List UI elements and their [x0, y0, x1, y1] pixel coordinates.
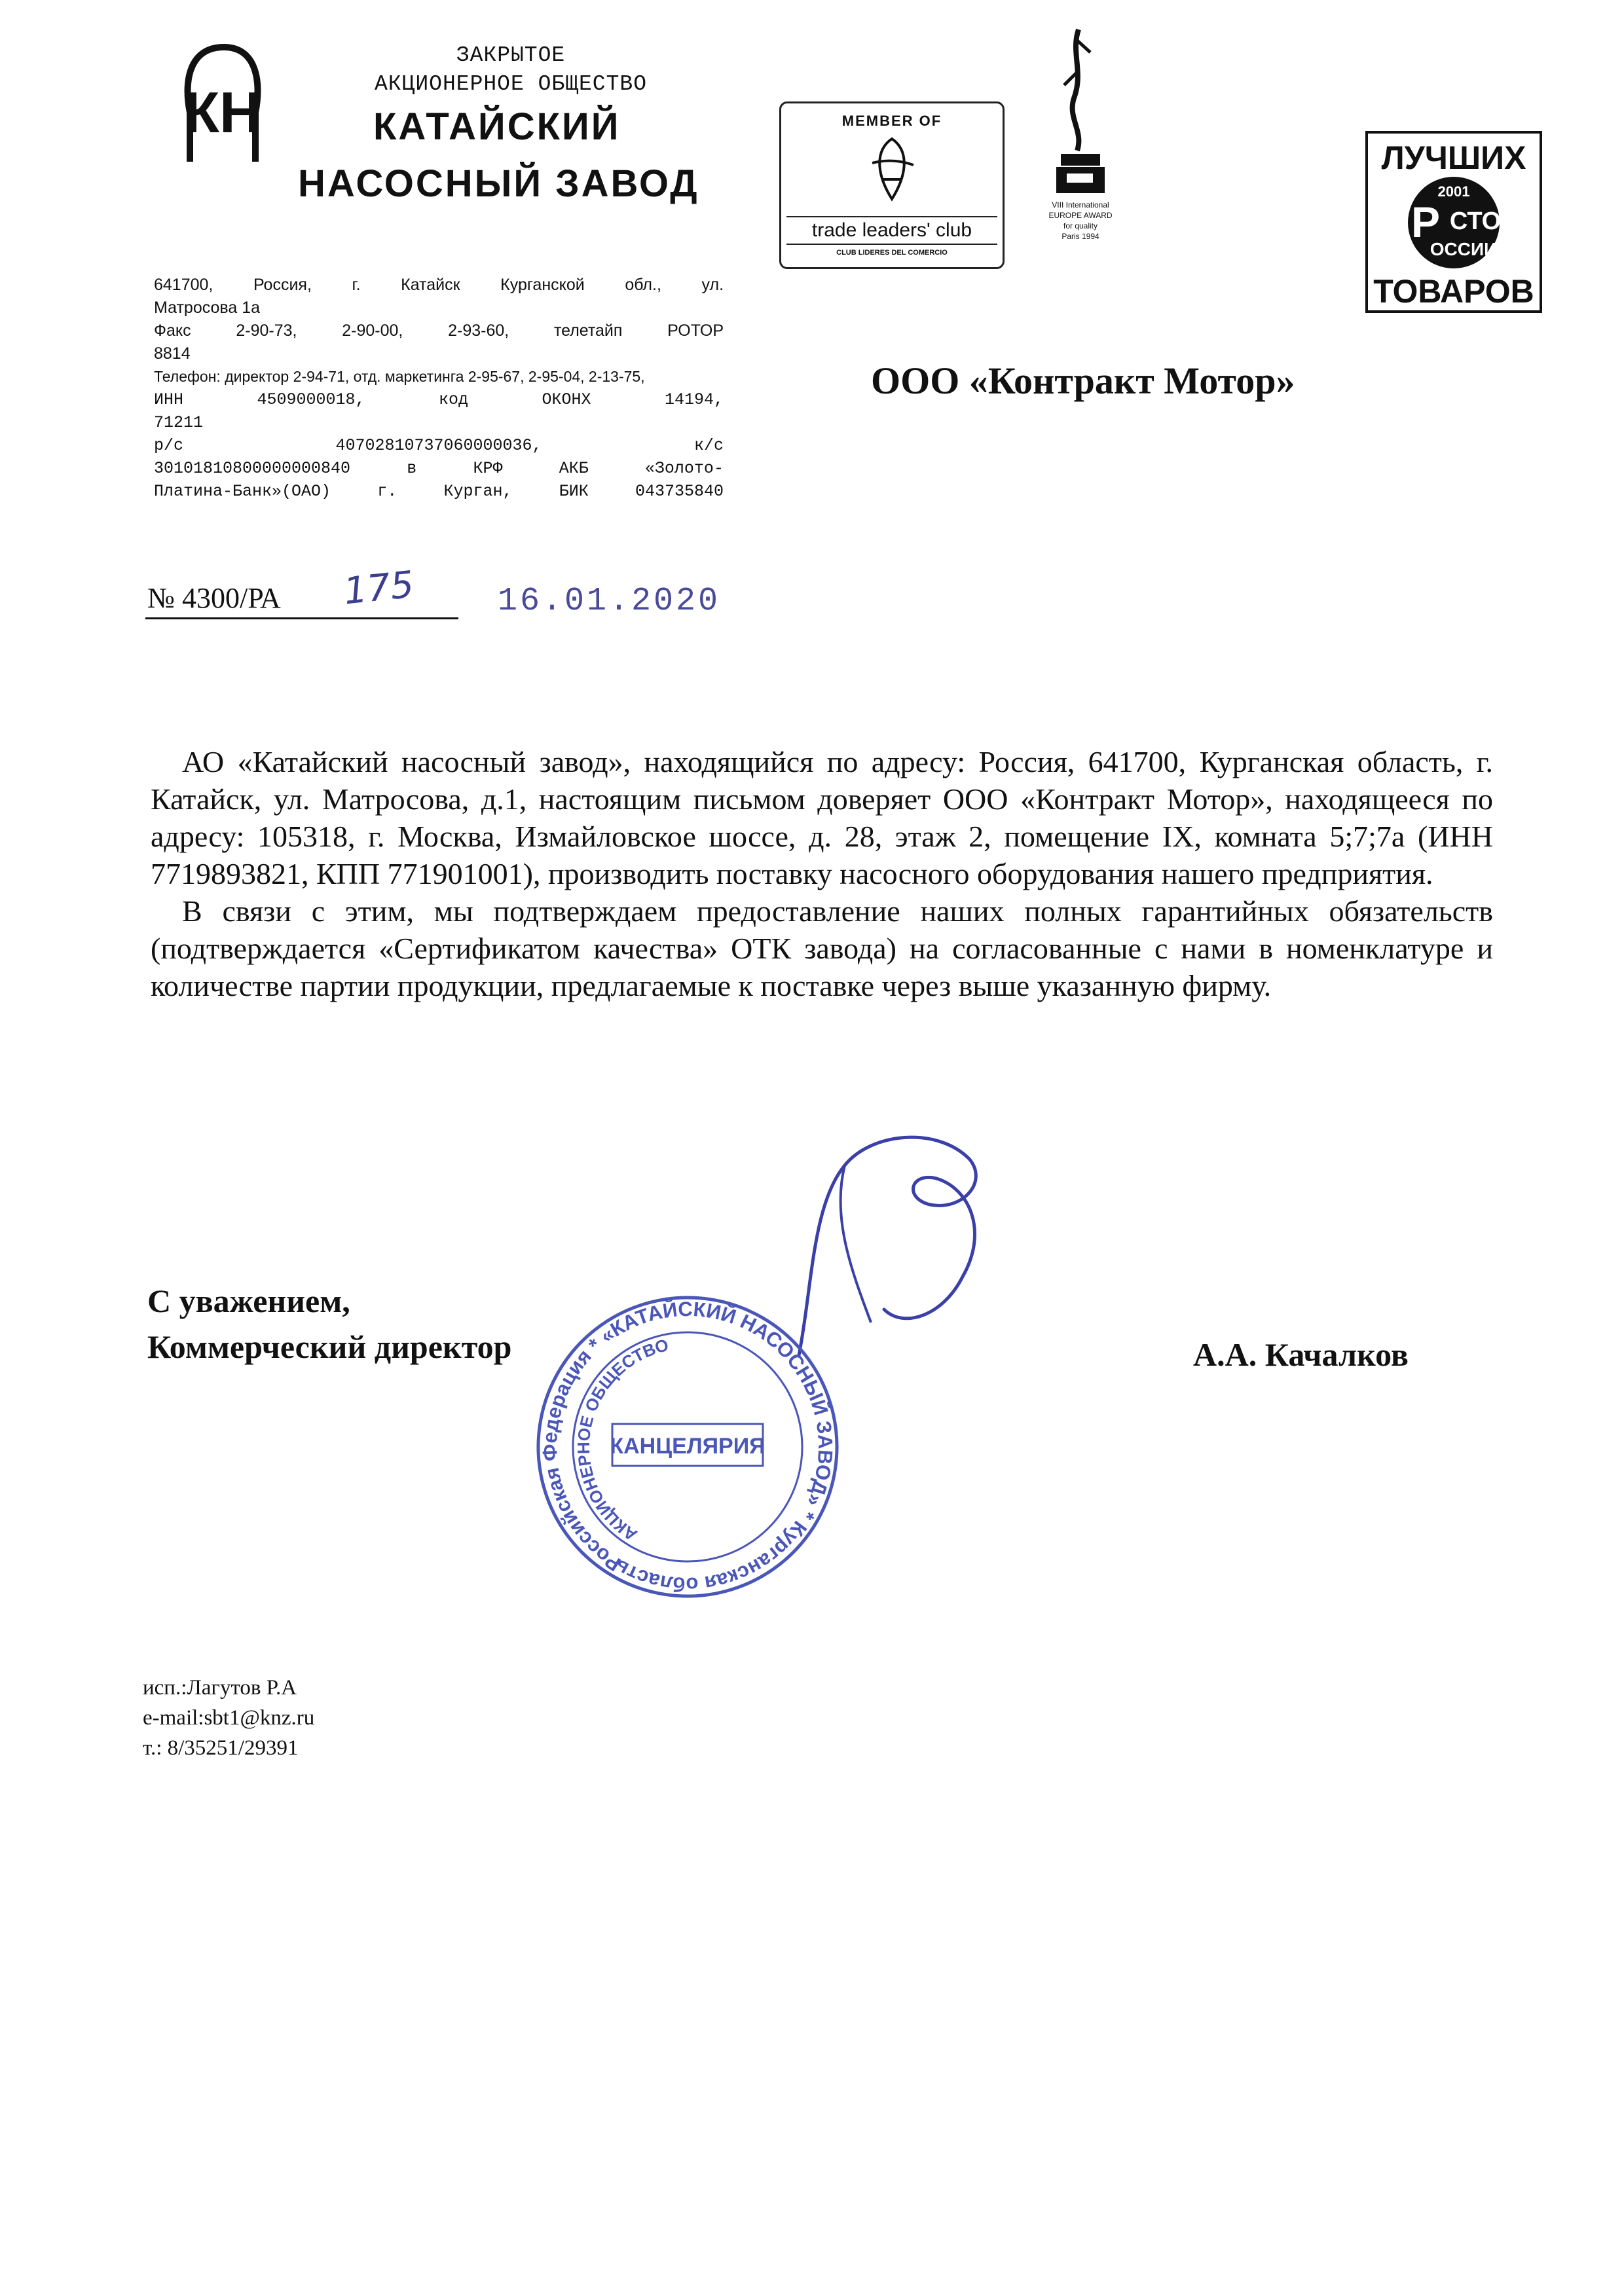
requisites-word: 40702810737060000036, — [335, 436, 542, 455]
requisites-word: код — [438, 390, 468, 409]
requisites-word: р/с — [154, 436, 184, 455]
addressee: ООО «Контракт Мотор» — [871, 359, 1295, 402]
signer-position: Коммерческий директор — [147, 1328, 512, 1365]
award-caption — [1022, 200, 1139, 242]
requisites-word: ОКОНХ — [542, 390, 591, 409]
requisites-word: «Золото- — [644, 459, 724, 478]
tlc-member-text: MEMBER OF — [841, 113, 942, 129]
signer-name: А.А. Качалков — [1193, 1336, 1409, 1373]
requisites-word: телетайп — [553, 321, 623, 340]
requisites-word: 4509000018, — [257, 390, 365, 409]
executor-name: исп.:Лагутов Р.А — [143, 1676, 297, 1700]
requisites-line — [154, 457, 724, 480]
award-line: for quality — [1063, 221, 1098, 230]
requisites-word: обл., — [625, 276, 661, 294]
best100-top: ЛУЧШИХ — [1381, 139, 1526, 176]
company-name-line1: КАТАЙСКИЙ — [373, 105, 621, 148]
body-paragraph-1: АО «Катайский насосный завод», находящийся по адресу: Россия, 641700, Курганская область, г. Катайск, ул. Матросова, д.1, настоящим письмом доверяет ООО «Контракт Мотор», находящееся по адресу: 105318, г. Москва, Измайловское шоссе, д. 28, этаж 2, помещение IX, комната 5;7;7а (ИНН 7719893821, КПП 771901001), производить поставку насосного оборудования нашего предприятия. — [151, 745, 1493, 890]
best100-bottom: ТОВАРОВ — [1373, 273, 1534, 310]
requisites-word: АКБ — [559, 459, 589, 478]
trade-leaders-club-badge — [779, 101, 1005, 269]
tlc-name: trade leaders' club — [786, 216, 997, 245]
letter-date: 16.01.2020 — [498, 583, 721, 620]
requisites-word: г. Катайск — [352, 276, 460, 294]
requisites-line: Телефон: директор 2-94-71, отд. маркетинга 2-95-67, 2-95-04, 2-13-75, — [154, 368, 645, 385]
requisites-word: БИК 043735840 — [559, 482, 724, 501]
logo-letters: КН — [184, 80, 261, 145]
requisites-word: 2-90-73, — [236, 321, 297, 340]
award-line: Paris 1994 — [1061, 232, 1099, 241]
requisites-word: Россия, — [253, 276, 312, 294]
signature-block — [147, 1278, 511, 1370]
requisites-word: в — [407, 459, 417, 478]
outgoing-number-prefix: № 4300/РА — [147, 582, 281, 614]
company-name-line2: НАСОСНЫЙ ЗАВОД — [298, 162, 699, 205]
requisites-word: РОТОР — [667, 321, 724, 340]
requisites-word: Курганской — [500, 276, 585, 294]
handwritten-outgoing-number: 175 — [341, 563, 416, 613]
requisites-word: 2-93-60, — [448, 321, 509, 340]
tlc-emblem-icon — [862, 134, 921, 206]
executor-phone: т.: 8/35251/29391 — [143, 1736, 299, 1760]
company-logo — [164, 41, 282, 172]
requisites-line — [154, 274, 724, 297]
requisites-line — [154, 434, 724, 457]
executor-email: e-mail:sbt1@knz.ru — [143, 1706, 315, 1730]
company-requisites — [154, 274, 724, 503]
requisites-line: 71211 — [154, 413, 204, 432]
requisites-line: Матросова 1а — [154, 299, 261, 317]
regards-text: С уважением, — [147, 1283, 350, 1319]
award-line: VIII International — [1052, 200, 1109, 210]
requisites-word: Факс — [154, 321, 191, 340]
company-type-line2: АКЦИОНЕРНОЕ ОБЩЕСТВО — [374, 72, 648, 96]
requisites-line — [154, 388, 724, 411]
tlc-subtitle: CLUB LIDERES DEL COMERCIO — [836, 249, 948, 257]
company-type-line1: ЗАКРЫТОЕ — [456, 43, 566, 67]
best100-sto: СТО — [1449, 208, 1502, 235]
requisites-word: 641700, — [154, 276, 213, 294]
requisites-word: ул. — [701, 276, 724, 294]
requisites-line — [154, 319, 724, 342]
requisites-word: ИНН — [154, 390, 184, 409]
requisites-line — [154, 480, 724, 503]
award-line: EUROPE AWARD — [1048, 211, 1113, 220]
stamp-center-text: КАНЦЕЛЯРИЯ — [610, 1434, 766, 1459]
stamp-inner-text: АКЦИОНЕРНОЕ ОБЩЕСТВО — [573, 1334, 671, 1546]
best-100-goods-logo — [1365, 131, 1542, 313]
requisites-word: КРФ — [473, 459, 503, 478]
requisites-word: Платина-Банк»(ОАО) — [154, 482, 331, 501]
requisites-word: г. Курган, — [377, 482, 513, 501]
requisites-word: 30101810800000000840 — [154, 459, 351, 478]
outgoing-number-underline — [145, 617, 458, 619]
executor-contacts — [143, 1673, 314, 1763]
office-seal-stamp — [534, 1293, 841, 1601]
best100-r: Р — [1411, 198, 1441, 246]
europe-award-trophy-icon — [1038, 26, 1123, 200]
requisites-word: 2-90-00, — [342, 321, 403, 340]
stamp-outer-text: Российская Федерация * «КАТАЙСКИЙ НАСОСНЫЙ ЗАВОД» * Курганская область — [538, 1297, 838, 1597]
requisites-word: 14194, — [664, 390, 724, 409]
best100-ossii: ОССИИ — [1430, 239, 1498, 259]
body-paragraph-2: В связи с этим, мы подтверждаем предоставление наших полных гарантийных обязательств (подтверждается «Сертификатом качества» ОТК завода) на согласованные с нами в номенклатуре и количестве партии продукции, предлагаемые к поставке через выше указанную фирму. — [151, 894, 1493, 1002]
requisites-word: к/с — [693, 436, 724, 455]
best100-year: 2001 — [1437, 183, 1470, 200]
letter-body — [151, 743, 1493, 1004]
requisites-line: 8814 — [154, 344, 191, 363]
